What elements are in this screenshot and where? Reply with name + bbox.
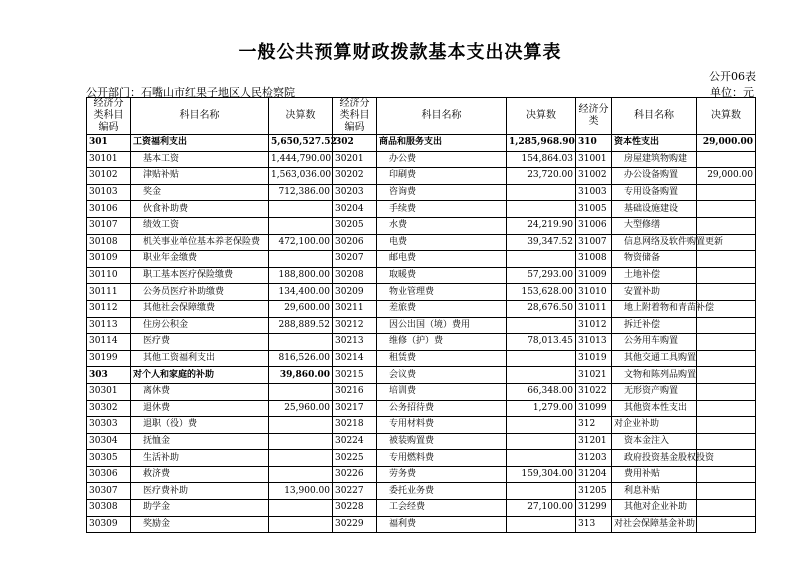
amount-cell: 1,563,036.00 xyxy=(269,168,333,185)
table-row xyxy=(87,483,756,500)
code-cell: 30203 xyxy=(333,184,377,201)
amount-cell: 288,889.52 xyxy=(269,317,333,334)
code-cell: 31011 xyxy=(576,300,612,317)
name-cell: 无形资产购置 xyxy=(612,383,697,400)
code-cell: 30110 xyxy=(87,267,131,284)
name-cell: 专用设备购置 xyxy=(612,184,697,201)
header-code-2: 经济分类科目编码 xyxy=(333,98,377,135)
table-row xyxy=(87,350,756,367)
name-cell: 其他工资福利支出 xyxy=(131,350,269,367)
code-cell: 310 xyxy=(576,135,612,152)
code-cell: 31005 xyxy=(576,201,612,218)
amount-cell: 159,304.00 xyxy=(507,466,576,483)
code-cell: 30213 xyxy=(333,334,377,351)
code-cell: 30106 xyxy=(87,201,131,218)
name-cell: 奖金 xyxy=(131,184,269,201)
name-cell: 公务用车购置 xyxy=(612,334,697,351)
header-amount-3: 决算数 xyxy=(697,98,756,135)
amount-cell: 472,100.00 xyxy=(269,234,333,251)
code-cell: 30202 xyxy=(333,168,377,185)
code-cell: 31003 xyxy=(576,184,612,201)
code-cell: 31021 xyxy=(576,367,612,384)
code-cell: 30303 xyxy=(87,417,131,434)
table-row xyxy=(87,334,756,351)
code-cell: 31299 xyxy=(576,500,612,517)
table-row xyxy=(87,201,756,218)
code-cell: 30228 xyxy=(333,500,377,517)
code-cell: 31013 xyxy=(576,334,612,351)
code-cell: 301 xyxy=(87,135,131,152)
name-cell: 离休费 xyxy=(131,383,269,400)
amount-cell xyxy=(697,251,756,268)
amount-cell: 29,600.00 xyxy=(269,300,333,317)
amount-cell: 188,800.00 xyxy=(269,267,333,284)
amount-cell: 134,400.00 xyxy=(269,284,333,301)
code-cell: 30101 xyxy=(87,151,131,168)
name-cell: 助学金 xyxy=(131,500,269,517)
code-cell: 31022 xyxy=(576,383,612,400)
table-row xyxy=(87,500,756,517)
amount-cell xyxy=(697,201,756,218)
table-row xyxy=(87,367,756,384)
code-cell: 30308 xyxy=(87,500,131,517)
amount-cell: 25,960.00 xyxy=(269,400,333,417)
code-cell: 31203 xyxy=(576,450,612,467)
amount-cell xyxy=(697,500,756,517)
name-cell: 对企业补助 xyxy=(612,417,697,434)
amount-cell xyxy=(697,284,756,301)
amount-cell xyxy=(507,317,576,334)
header-name-1: 科目名称 xyxy=(131,98,269,135)
department-label: 公开部门：石嘴山市红果子地区人民检察院 xyxy=(86,86,295,99)
amount-cell xyxy=(269,450,333,467)
name-cell: 医疗费补助 xyxy=(131,483,269,500)
code-cell: 30227 xyxy=(333,483,377,500)
amount-cell xyxy=(507,201,576,218)
table-row xyxy=(87,450,756,467)
amount-cell: 1,279.00 xyxy=(507,400,576,417)
amount-cell xyxy=(507,450,576,467)
name-cell: 退职（役）费 xyxy=(131,417,269,434)
code-cell: 31009 xyxy=(576,267,612,284)
name-cell: 奖励金 xyxy=(131,516,269,533)
table-row xyxy=(87,217,756,234)
name-cell: 租赁费 xyxy=(377,350,507,367)
name-cell: 大型修缮 xyxy=(612,217,697,234)
name-cell: 其他社会保障缴费 xyxy=(131,300,269,317)
name-cell: 职业年金缴费 xyxy=(131,251,269,268)
name-cell: 伙食补助费 xyxy=(131,201,269,218)
code-cell: 30206 xyxy=(333,234,377,251)
name-cell: 住房公积金 xyxy=(131,317,269,334)
amount-cell xyxy=(697,483,756,500)
code-cell: 30112 xyxy=(87,300,131,317)
amount-cell xyxy=(269,417,333,434)
code-cell: 31001 xyxy=(576,151,612,168)
name-cell: 利息补贴 xyxy=(612,483,697,500)
code-cell: 30226 xyxy=(333,466,377,483)
code-cell: 30304 xyxy=(87,433,131,450)
name-cell: 商品和服务支出 xyxy=(377,135,507,152)
code-cell: 30201 xyxy=(333,151,377,168)
code-cell: 30215 xyxy=(333,367,377,384)
name-cell: 政府投资基金股权投资 xyxy=(612,450,697,467)
form-code: 公开06表 xyxy=(709,70,756,83)
code-cell: 30212 xyxy=(333,317,377,334)
amount-cell xyxy=(507,417,576,434)
amount-cell: 13,900.00 xyxy=(269,483,333,500)
code-cell: 30214 xyxy=(333,350,377,367)
amount-cell: 1,285,968.90 xyxy=(507,135,576,152)
name-cell: 文物和陈列品购置 xyxy=(612,367,697,384)
name-cell: 被装购置费 xyxy=(377,433,507,450)
table-row xyxy=(87,417,756,434)
table-row xyxy=(87,383,756,400)
name-cell: 水费 xyxy=(377,217,507,234)
amount-cell: 66,348.00 xyxy=(507,383,576,400)
code-cell: 303 xyxy=(87,367,131,384)
amount-cell xyxy=(507,433,576,450)
name-cell: 地上附着物和青苗补偿 xyxy=(612,300,697,317)
code-cell: 31204 xyxy=(576,466,612,483)
amount-cell xyxy=(269,516,333,533)
code-cell: 30199 xyxy=(87,350,131,367)
code-cell: 30103 xyxy=(87,184,131,201)
code-cell: 30113 xyxy=(87,317,131,334)
code-cell: 31019 xyxy=(576,350,612,367)
header-amount-2: 决算数 xyxy=(507,98,576,135)
amount-cell xyxy=(269,383,333,400)
name-cell: 邮电费 xyxy=(377,251,507,268)
code-cell: 31205 xyxy=(576,483,612,500)
name-cell: 公务员医疗补助缴费 xyxy=(131,284,269,301)
name-cell: 培训费 xyxy=(377,383,507,400)
amount-cell xyxy=(697,466,756,483)
code-cell: 30305 xyxy=(87,450,131,467)
code-cell: 30301 xyxy=(87,383,131,400)
table-row xyxy=(87,300,756,317)
name-cell: 绩效工资 xyxy=(131,217,269,234)
table-row xyxy=(87,135,756,152)
amount-cell xyxy=(697,184,756,201)
amount-cell xyxy=(269,251,333,268)
code-cell: 30225 xyxy=(333,450,377,467)
header-amount-1: 决算数 xyxy=(269,98,333,135)
amount-cell xyxy=(507,516,576,533)
name-cell: 对个人和家庭的补助 xyxy=(131,367,269,384)
amount-cell xyxy=(697,217,756,234)
name-cell: 印刷费 xyxy=(377,168,507,185)
expenditure-table xyxy=(86,97,756,533)
amount-cell: 39,347.52 xyxy=(507,234,576,251)
amount-cell xyxy=(269,466,333,483)
code-cell: 30218 xyxy=(333,417,377,434)
table-row xyxy=(87,433,756,450)
amount-cell: 816,526.00 xyxy=(269,350,333,367)
name-cell: 信息网络及软件购置更新 xyxy=(612,234,697,251)
amount-cell: 29,000.00 xyxy=(697,168,756,185)
name-cell: 基本工资 xyxy=(131,151,269,168)
amount-cell: 5,650,527.52 xyxy=(269,135,333,152)
code-cell: 30107 xyxy=(87,217,131,234)
name-cell: 抚恤金 xyxy=(131,433,269,450)
code-cell: 30211 xyxy=(333,300,377,317)
amount-cell: 712,386.00 xyxy=(269,184,333,201)
name-cell: 土地补偿 xyxy=(612,267,697,284)
name-cell: 公务招待费 xyxy=(377,400,507,417)
code-cell: 313 xyxy=(576,516,612,533)
name-cell: 办公费 xyxy=(377,151,507,168)
code-cell: 31010 xyxy=(576,284,612,301)
amount-cell: 23,720.00 xyxy=(507,168,576,185)
code-cell: 30224 xyxy=(333,433,377,450)
code-cell: 30111 xyxy=(87,284,131,301)
amount-cell xyxy=(697,267,756,284)
table-row xyxy=(87,151,756,168)
code-cell: 30209 xyxy=(333,284,377,301)
page-title: 一般公共预算财政拨款基本支出决算表 xyxy=(238,42,562,63)
amount-cell xyxy=(697,433,756,450)
amount-cell: 27,100.00 xyxy=(507,500,576,517)
code-cell: 31012 xyxy=(576,317,612,334)
code-cell: 30114 xyxy=(87,334,131,351)
name-cell: 专用燃料费 xyxy=(377,450,507,467)
name-cell: 福利费 xyxy=(377,516,507,533)
amount-cell: 28,676.50 xyxy=(507,300,576,317)
amount-cell xyxy=(697,151,756,168)
name-cell: 咨询费 xyxy=(377,184,507,201)
amount-cell xyxy=(697,367,756,384)
table-row xyxy=(87,400,756,417)
code-cell: 31008 xyxy=(576,251,612,268)
amount-cell xyxy=(697,334,756,351)
name-cell: 资本金注入 xyxy=(612,433,697,450)
amount-cell xyxy=(697,417,756,434)
code-cell: 30217 xyxy=(333,400,377,417)
amount-cell xyxy=(507,184,576,201)
name-cell: 医疗费 xyxy=(131,334,269,351)
amount-cell: 154,864.03 xyxy=(507,151,576,168)
name-cell: 会议费 xyxy=(377,367,507,384)
table-body xyxy=(87,135,756,533)
amount-cell xyxy=(269,500,333,517)
name-cell: 安置补助 xyxy=(612,284,697,301)
header-code-3: 经济分类 xyxy=(576,98,612,135)
header-name-2: 科目名称 xyxy=(377,98,507,135)
header-code-1: 经济分类科目编码 xyxy=(87,98,131,135)
amount-cell: 78,013.45 xyxy=(507,334,576,351)
code-cell: 30208 xyxy=(333,267,377,284)
amount-cell xyxy=(507,251,576,268)
name-cell: 基础设施建设 xyxy=(612,201,697,218)
name-cell: 生活补助 xyxy=(131,450,269,467)
name-cell: 差旅费 xyxy=(377,300,507,317)
unit-label: 单位：元 xyxy=(710,86,754,99)
amount-cell xyxy=(269,334,333,351)
amount-cell xyxy=(507,483,576,500)
amount-cell xyxy=(697,383,756,400)
amount-cell xyxy=(269,433,333,450)
name-cell: 拆迁补偿 xyxy=(612,317,697,334)
name-cell: 其他交通工具购置 xyxy=(612,350,697,367)
amount-cell xyxy=(507,367,576,384)
amount-cell xyxy=(697,317,756,334)
code-cell: 30309 xyxy=(87,516,131,533)
code-cell: 30102 xyxy=(87,168,131,185)
name-cell: 专用材料费 xyxy=(377,417,507,434)
name-cell: 房屋建筑物购建 xyxy=(612,151,697,168)
code-cell: 30204 xyxy=(333,201,377,218)
name-cell: 劳务费 xyxy=(377,466,507,483)
amount-cell xyxy=(697,350,756,367)
name-cell: 资本性支出 xyxy=(612,135,697,152)
amount-cell: 153,628.00 xyxy=(507,284,576,301)
name-cell: 职工基本医疗保险缴费 xyxy=(131,267,269,284)
name-cell: 救济费 xyxy=(131,466,269,483)
name-cell: 工会经费 xyxy=(377,500,507,517)
name-cell: 手续费 xyxy=(377,201,507,218)
name-cell: 物资储备 xyxy=(612,251,697,268)
amount-cell xyxy=(269,217,333,234)
code-cell: 30216 xyxy=(333,383,377,400)
amount-cell xyxy=(697,516,756,533)
name-cell: 退休费 xyxy=(131,400,269,417)
name-cell: 电费 xyxy=(377,234,507,251)
table-row xyxy=(87,168,756,185)
code-cell: 30207 xyxy=(333,251,377,268)
amount-cell: 1,444,790.00 xyxy=(269,151,333,168)
code-cell: 30306 xyxy=(87,466,131,483)
table-row xyxy=(87,267,756,284)
code-cell: 31002 xyxy=(576,168,612,185)
table-row xyxy=(87,516,756,533)
name-cell: 工资福利支出 xyxy=(131,135,269,152)
code-cell: 31099 xyxy=(576,400,612,417)
amount-cell xyxy=(269,201,333,218)
code-cell: 30109 xyxy=(87,251,131,268)
name-cell: 委托业务费 xyxy=(377,483,507,500)
amount-cell: 57,293.00 xyxy=(507,267,576,284)
code-cell: 30302 xyxy=(87,400,131,417)
table-header-row xyxy=(87,98,756,135)
table-row xyxy=(87,317,756,334)
name-cell: 机关事业单位基本养老保险费 xyxy=(131,234,269,251)
table-row xyxy=(87,251,756,268)
amount-cell xyxy=(507,350,576,367)
code-cell: 30307 xyxy=(87,483,131,500)
code-cell: 302 xyxy=(333,135,377,152)
amount-cell: 24,219.90 xyxy=(507,217,576,234)
name-cell: 津贴补贴 xyxy=(131,168,269,185)
table-row xyxy=(87,466,756,483)
name-cell: 费用补贴 xyxy=(612,466,697,483)
code-cell: 31201 xyxy=(576,433,612,450)
name-cell: 维修（护）费 xyxy=(377,334,507,351)
name-cell: 其他对企业补助 xyxy=(612,500,697,517)
code-cell: 312 xyxy=(576,417,612,434)
name-cell: 因公出国（境）费用 xyxy=(377,317,507,334)
amount-cell: 29,000.00 xyxy=(697,135,756,152)
table-row xyxy=(87,284,756,301)
name-cell: 其他资本性支出 xyxy=(612,400,697,417)
amount-cell: 39,860.00 xyxy=(269,367,333,384)
code-cell: 31006 xyxy=(576,217,612,234)
code-cell: 30205 xyxy=(333,217,377,234)
name-cell: 对社会保障基金补助 xyxy=(612,516,697,533)
code-cell: 31007 xyxy=(576,234,612,251)
name-cell: 取暖费 xyxy=(377,267,507,284)
table-row xyxy=(87,184,756,201)
amount-cell xyxy=(697,400,756,417)
code-cell: 30108 xyxy=(87,234,131,251)
name-cell: 办公设备购置 xyxy=(612,168,697,185)
name-cell: 物业管理费 xyxy=(377,284,507,301)
table-row xyxy=(87,234,756,251)
header-name-3: 科目名称 xyxy=(612,98,697,135)
code-cell: 30229 xyxy=(333,516,377,533)
